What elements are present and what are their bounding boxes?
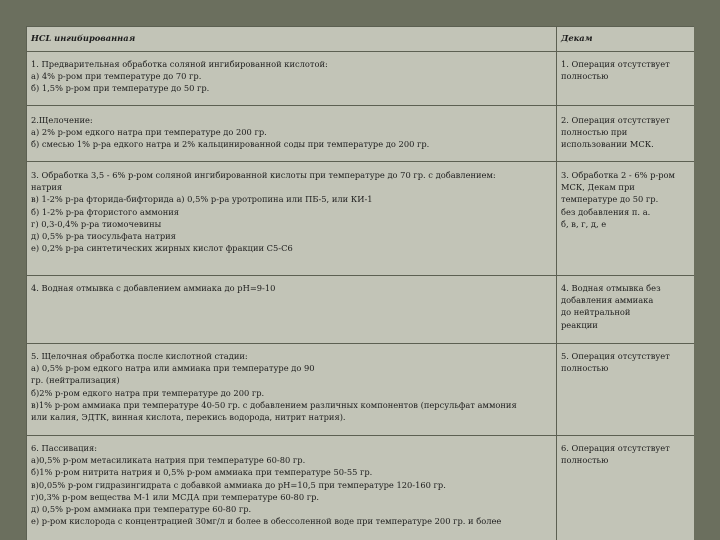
row-1-dekam-cell: 1. Операция отсутствует полностью [557, 52, 695, 106]
table-row [27, 162, 695, 276]
row-3-dekam-cell: 3. Обработка 2 - 6% р-ром МСК, Декам при температуре до 50 гр. без добавления п. а. б, в, г, д, е [557, 162, 695, 276]
row-5-hcl-cell: 5. Щелочная обработка после кислотной стадии: а) 0,5% р-ром едкого натра или аммиака при температуре до 90 гр. (нейтрализация) б)2% р-ром едкого натра при температуре до 200 гр. в)1% р-ром аммиака при температуре 40-50 гр. с добавлением различных компонентов (персульфат аммония или калия, ЭДТК, винная кислота, перекись водорода, нитрит натрия). [27, 344, 557, 436]
table-row [27, 276, 695, 344]
table-header-row [27, 27, 695, 52]
header-dekam-cell: Декам [557, 27, 695, 52]
row-1-hcl-cell: 1. Предварительная обработка соляной ингибированной кислотой: а) 4% р-ром при температуре до 70 гр. б) 1,5% р-ром при температуре до 50 гр. [27, 52, 557, 106]
row-5-dekam-cell: 5. Операция отсутствует полностью [557, 344, 695, 436]
row-4-dekam-cell: 4. Водная отмывка без добавления аммиака до нейтральной реакции [557, 276, 695, 344]
table-row [27, 436, 695, 540]
header-hcl-cell: HCL ингибированная [27, 27, 557, 52]
row-2-dekam-cell: 2. Операция отсутствует полностью при использовании МСК. [557, 106, 695, 162]
row-4-hcl-cell: 4. Водная отмывка с добавлением аммиака до рН=9-10 [27, 276, 557, 344]
row-6-dekam-cell: 6. Операция отсутствует полностью [557, 436, 695, 540]
document-page [26, 26, 694, 540]
comparison-table [26, 26, 694, 540]
table-row [27, 52, 695, 106]
row-2-hcl-cell: 2.Щелочение: а) 2% р-ром едкого натра при температуре до 200 гр. б) смесью 1% р-ра едкого натра и 2% кальцинированной соды при температуре до 200 гр. [27, 106, 557, 162]
table-row [27, 344, 695, 436]
row-3-hcl-cell: 3. Обработка 3,5 - 6% р-ром соляной ингибированной кислоты при температуре до 70 гр. с добавлением: натрия в) 1-2% р-ра фторида-бифторида а) 0,5% р-ра уротропина или ПБ-5, или КИ-1 б) 1-2% р-ра фтористого аммония г) 0,3-0,4% р-ра тиомочевины д) 0,5% р-ра тиосульфата натрия е) 0,2% р-ра синтетических жирных кислот фракции С5-С6 [27, 162, 557, 276]
row-6-hcl-cell: 6. Пассивация: а)0,5% р-ром метасиликата натрия при температуре 60-80 гр. б)1% р-ром нитрита натрия и 0,5% р-ром аммиака при температуре 50-55 гр. в)0,05% р-ром гидразингидрата с добавкой аммиака до рН=10,5 при температуре 120-160 гр. г)0,3% р-ром вещества М-1 или МСДА при температуре 60-80 гр. д) 0,5% р-ром аммиака при температуре 60-80 гр. е) р-ром кислорода с концентрацией 30мг/л и более в обессоленной воде при температуре 200 гр. и более [27, 436, 557, 540]
table-row [27, 106, 695, 162]
